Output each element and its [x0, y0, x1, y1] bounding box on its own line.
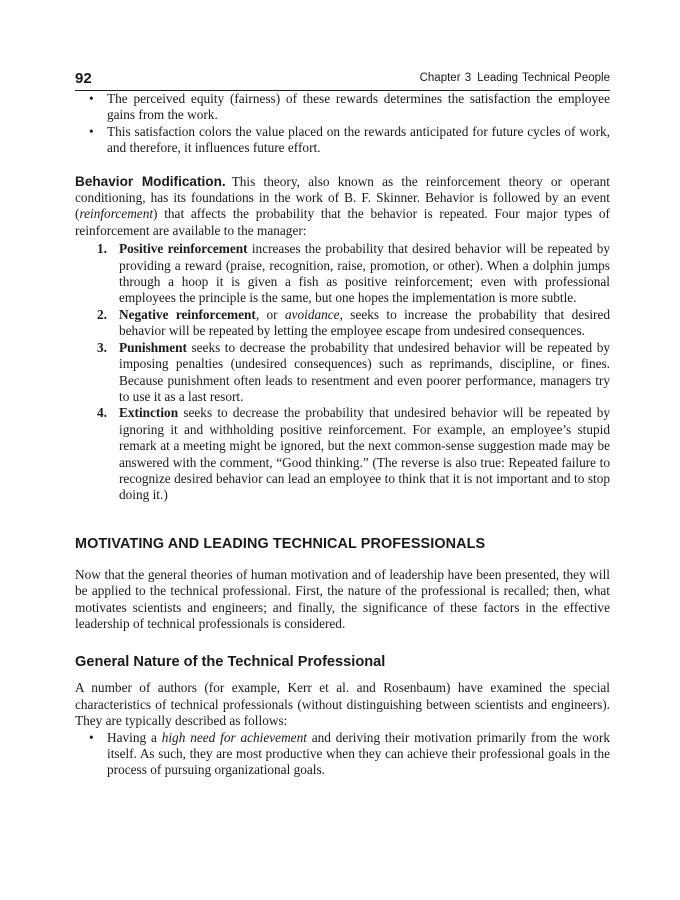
reinforcement-term: reinforcement: [79, 206, 154, 222]
characteristics-bullet-list: [75, 730, 610, 779]
behavior-heading: Behavior Modification.: [75, 173, 226, 189]
behavior-modification-paragraph: Behavior Modification. This theory, also known as the reinforcement theory or operant conditioning, has its foundations in the work of B. F. Skinner. Behavior is followed by an event (reinforcement) that affects the probability that the behavior is repeated. Four major types of reinforcement are available to the manager:: [75, 173, 610, 238]
section-heading: MOTIVATING AND LEADING TECHNICAL PROFESSIONALS: [75, 535, 486, 552]
list-item: 3. Punishment seeks to decrease the probability that undesired behavior will be repeated by imposing penalties (undesired consequences) such as reprimands, discipline, or fines. Because punishment often leads to resentment and even poorer performance, managers try to use it as a last resort.: [97, 339, 610, 404]
list-item: 2. Negative reinforcement, or avoidance, seeks to increase the probability that desired behavior will be repeated by letting the employee escape from undesired consequences.: [97, 306, 610, 339]
book-page: [75, 66, 610, 779]
list-item: 4. Extinction seeks to decrease the probability that undesired behavior will be repeated by ignoring it and withholding positive reinforcement. For example, an employee’s stupid remark at a meeting might be ignored, but the next common-sense suggestion made may be answered with the comment, “Good thinking.” (The reverse is also true: Repeated failure to recognize desired behavior can lead an employee to think that it is not important and to stop doing it.): [97, 405, 610, 503]
equity-bullet-list: [75, 91, 610, 157]
list-item: 1. Positive reinforcement increases the probability that desired behavior will be repeated by providing a reward (praise, recognition, raise, promotion, or other). When a dolphin jumps through a hoop it is given a fish as positive reinforcement; even with professional employees the principle is the same, but one hopes the implementation is more subtle.: [97, 241, 610, 306]
subsection-heading: General Nature of the Technical Professional: [75, 654, 386, 671]
subsection-paragraph: A number of authors (for example, Kerr et al. and Rosenbaum) have examined the special characteristics of technical professionals (without distinguishing between scientists and engineers). They are typically described as follows:: [75, 680, 610, 729]
reinforcement-types-list: [75, 241, 610, 504]
list-item: • Having a high need for achievement and deriving their motivation primarily from the work itself. As such, they are most productive when they can achieve their professional goals in the process of pursuing organizational goals.: [75, 730, 610, 779]
chapter-title: Leading Technical People: [477, 72, 610, 84]
chapter-label: Chapter 3: [419, 72, 472, 84]
section-intro-paragraph: Now that the general theories of human motivation and of leadership have been presented, they will be applied to the technical professional. First, the nature of the professional is recalled; then, what motivates scientists and engineers; and finally, the significance of these factors in the effective leadership of technical professionals is considered.: [75, 566, 610, 631]
running-head: [420, 72, 610, 84]
running-header: [75, 66, 610, 91]
list-item: • This satisfaction colors the value placed on the rewards anticipated for future cycles of work, and therefore, it influences future effort.: [75, 124, 610, 157]
page-number: 92: [75, 70, 92, 87]
list-item: • The perceived equity (fairness) of these rewards determines the satisfaction the employee gains from the work.: [75, 91, 610, 124]
